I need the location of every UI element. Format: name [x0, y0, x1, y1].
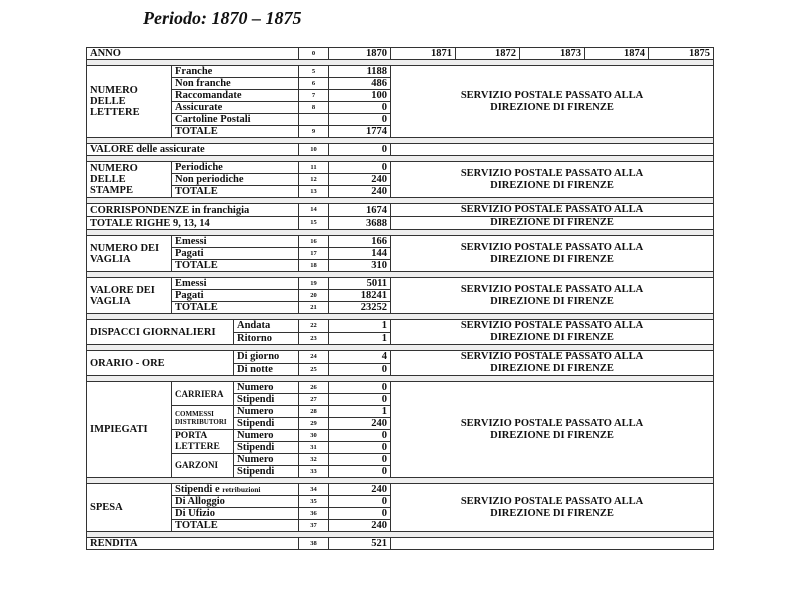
transfer-note-line2: DIREZIONE DI FIRENZE — [391, 217, 714, 230]
subgroup-label: GARZONI — [172, 454, 234, 478]
statistics-table — [86, 47, 713, 550]
row-value: 310 — [329, 260, 391, 272]
row-label: Cartoline Postali — [172, 114, 299, 126]
row-value: 0 — [329, 508, 391, 520]
row-label: Di notte — [234, 363, 299, 376]
row-number: 11 — [299, 162, 329, 174]
row-label: Franche — [172, 66, 299, 78]
row-value: 521 — [329, 538, 391, 550]
row-label: Numero — [234, 406, 299, 418]
row-value: 1 — [329, 332, 391, 345]
table-row — [87, 278, 714, 290]
row-label: TOTALE — [172, 302, 299, 314]
row-number: 20 — [299, 290, 329, 302]
transfer-note: SERVIZIO POSTALE PASSATO ALLA DIREZIONE DI FIRENZE — [391, 66, 714, 138]
row-value: 0 — [329, 394, 391, 406]
row-number: 6 — [299, 78, 329, 90]
row-value: 144 — [329, 248, 391, 260]
row-number: 32 — [299, 454, 329, 466]
group-label: VALORE DEI VAGLIA — [87, 278, 172, 314]
row-label: Assicurate — [172, 102, 299, 114]
row-number: 23 — [299, 332, 329, 345]
row-value: 23252 — [329, 302, 391, 314]
page-title: Periodo: 1870 – 1875 — [143, 8, 302, 28]
row-label: TOTALE RIGHE 9, 13, 14 — [87, 217, 299, 230]
table-row — [87, 484, 714, 496]
transfer-note: SERVIZIO POSTALE PASSATO ALLA DIREZIONE DI FIRENZE — [391, 382, 714, 478]
row-label: Pagati — [172, 248, 299, 260]
row-number: 18 — [299, 260, 329, 272]
group-label: DISPACCI GIORNALIERI — [87, 320, 234, 345]
row-label: Stipendi — [234, 418, 299, 430]
row-number — [299, 114, 329, 126]
row-value: 1 — [329, 320, 391, 333]
row-label: Ritorno — [234, 332, 299, 345]
row-number: 5 — [299, 66, 329, 78]
group-label: ORARIO - ORE — [87, 351, 234, 376]
transfer-note: SERVIZIO POSTALE PASSATO ALLA DIREZIONE DI FIRENZE — [391, 278, 714, 314]
row-label: TOTALE — [172, 520, 299, 532]
row-value: 1 — [329, 406, 391, 418]
row-label: Andata — [234, 320, 299, 333]
row-value: 4 — [329, 351, 391, 364]
row-number: 34 — [299, 484, 329, 496]
row-value: 0 — [329, 102, 391, 114]
row-value: 0 — [329, 162, 391, 174]
table-row — [87, 162, 714, 174]
row-number: 38 — [299, 538, 329, 550]
row-label: Stipendi e retribuzioni — [172, 484, 299, 496]
year-1875: 1875 — [649, 48, 714, 60]
transfer-note: SERVIZIO POSTALE PASSATO ALLA DIREZIONE DI FIRENZE — [391, 484, 714, 532]
row-value: 1674 — [329, 204, 391, 217]
row-number: 37 — [299, 520, 329, 532]
row-value: 0 — [329, 144, 391, 156]
subgroup-label: PORTA LETTERE — [172, 430, 234, 454]
transfer-note: SERVIZIO POSTALE PASSATO ALLA DIREZIONE DI FIRENZE — [391, 162, 714, 198]
row-number: 8 — [299, 102, 329, 114]
row-label: Emessi — [172, 236, 299, 248]
group-label: SPESA — [87, 484, 172, 532]
row-label: CORRISPONDENZE in franchigia — [87, 204, 299, 217]
row-value: 0 — [329, 363, 391, 376]
table-row — [87, 236, 714, 248]
header-row — [87, 48, 714, 60]
row-number: 24 — [299, 351, 329, 364]
row-label: Stipendi — [234, 394, 299, 406]
year-1874: 1874 — [585, 48, 649, 60]
row-value: 240 — [329, 520, 391, 532]
transfer-note: SERVIZIO POSTALE PASSATO ALLA — [391, 204, 714, 217]
row-value: 240 — [329, 484, 391, 496]
row-number: 21 — [299, 302, 329, 314]
row-label: Stipendi — [234, 442, 299, 454]
row-value: 1774 — [329, 126, 391, 138]
row-number: 16 — [299, 236, 329, 248]
table-row — [87, 320, 714, 333]
group-label: NUMERO DELLE LETTERE — [87, 66, 172, 138]
row-label: Numero — [234, 454, 299, 466]
row-value: 240 — [329, 174, 391, 186]
year-1873: 1873 — [520, 48, 585, 60]
row-value: 0 — [329, 430, 391, 442]
row-number: 13 — [299, 186, 329, 198]
row-number: 15 — [299, 217, 329, 230]
empty-cell — [391, 144, 714, 156]
subgroup-label: CARRIERA — [172, 382, 234, 406]
row-label: Emessi — [172, 278, 299, 290]
row-number: 35 — [299, 496, 329, 508]
table-row — [87, 204, 714, 217]
row-value: 0 — [329, 114, 391, 126]
row-number: 17 — [299, 248, 329, 260]
row-value: 0 — [329, 382, 391, 394]
table-row — [87, 66, 714, 78]
row-number: 12 — [299, 174, 329, 186]
row-number: 0 — [299, 48, 329, 60]
row-number: 10 — [299, 144, 329, 156]
table-row — [87, 538, 714, 550]
row-label: RENDITA — [87, 538, 299, 550]
row-label: Numero — [234, 382, 299, 394]
subgroup-label: COMMESSI DISTRIBUTORI — [172, 406, 234, 430]
row-label: Numero — [234, 430, 299, 442]
row-label: Di Alloggio — [172, 496, 299, 508]
table-row — [87, 382, 714, 394]
table-row — [87, 217, 714, 230]
anno-label: ANNO — [87, 48, 299, 60]
row-number: 31 — [299, 442, 329, 454]
row-label: TOTALE — [172, 186, 299, 198]
row-label: Non franche — [172, 78, 299, 90]
row-label: Pagati — [172, 290, 299, 302]
table-row — [87, 351, 714, 364]
row-number: 28 — [299, 406, 329, 418]
row-value: 240 — [329, 418, 391, 430]
row-number: 33 — [299, 466, 329, 478]
row-number: 27 — [299, 394, 329, 406]
row-number: 22 — [299, 320, 329, 333]
row-value: 100 — [329, 90, 391, 102]
group-label: NUMERO DELLE STAMPE — [87, 162, 172, 198]
row-number: 14 — [299, 204, 329, 217]
row-number: 30 — [299, 430, 329, 442]
row-number: 19 — [299, 278, 329, 290]
row-value: 486 — [329, 78, 391, 90]
transfer-note: SERVIZIO POSTALE PASSATO ALLA DIREZIONE DI FIRENZE — [391, 320, 714, 345]
row-number: 29 — [299, 418, 329, 430]
row-value: 1188 — [329, 66, 391, 78]
row-value: 18241 — [329, 290, 391, 302]
table-row — [87, 144, 714, 156]
year-1872: 1872 — [456, 48, 520, 60]
empty-cell — [391, 538, 714, 550]
transfer-note: SERVIZIO POSTALE PASSATO ALLA DIREZIONE DI FIRENZE — [391, 351, 714, 376]
row-label: Di giorno — [234, 351, 299, 364]
year-1870: 1870 — [329, 48, 391, 60]
row-label: TOTALE — [172, 260, 299, 272]
row-label: Di Ufizio — [172, 508, 299, 520]
row-number: 26 — [299, 382, 329, 394]
row-label: Non periodiche — [172, 174, 299, 186]
row-value: 5011 — [329, 278, 391, 290]
group-label: IMPIEGATI — [87, 382, 172, 478]
row-number: 36 — [299, 508, 329, 520]
row-value: 0 — [329, 442, 391, 454]
row-label: Stipendi — [234, 466, 299, 478]
row-number: 25 — [299, 363, 329, 376]
group-label: NUMERO DEI VAGLIA — [87, 236, 172, 272]
row-label: VALORE delle assicurate — [87, 144, 299, 156]
row-value: 0 — [329, 466, 391, 478]
row-value: 0 — [329, 454, 391, 466]
transfer-note: SERVIZIO POSTALE PASSATO ALLA DIREZIONE DI FIRENZE — [391, 236, 714, 272]
row-value: 3688 — [329, 217, 391, 230]
row-label: Raccomandate — [172, 90, 299, 102]
row-value: 166 — [329, 236, 391, 248]
row-value: 240 — [329, 186, 391, 198]
row-number: 7 — [299, 90, 329, 102]
row-value: 0 — [329, 496, 391, 508]
row-number: 9 — [299, 126, 329, 138]
row-label: Periodiche — [172, 162, 299, 174]
row-label: TOTALE — [172, 126, 299, 138]
year-1871: 1871 — [391, 48, 456, 60]
